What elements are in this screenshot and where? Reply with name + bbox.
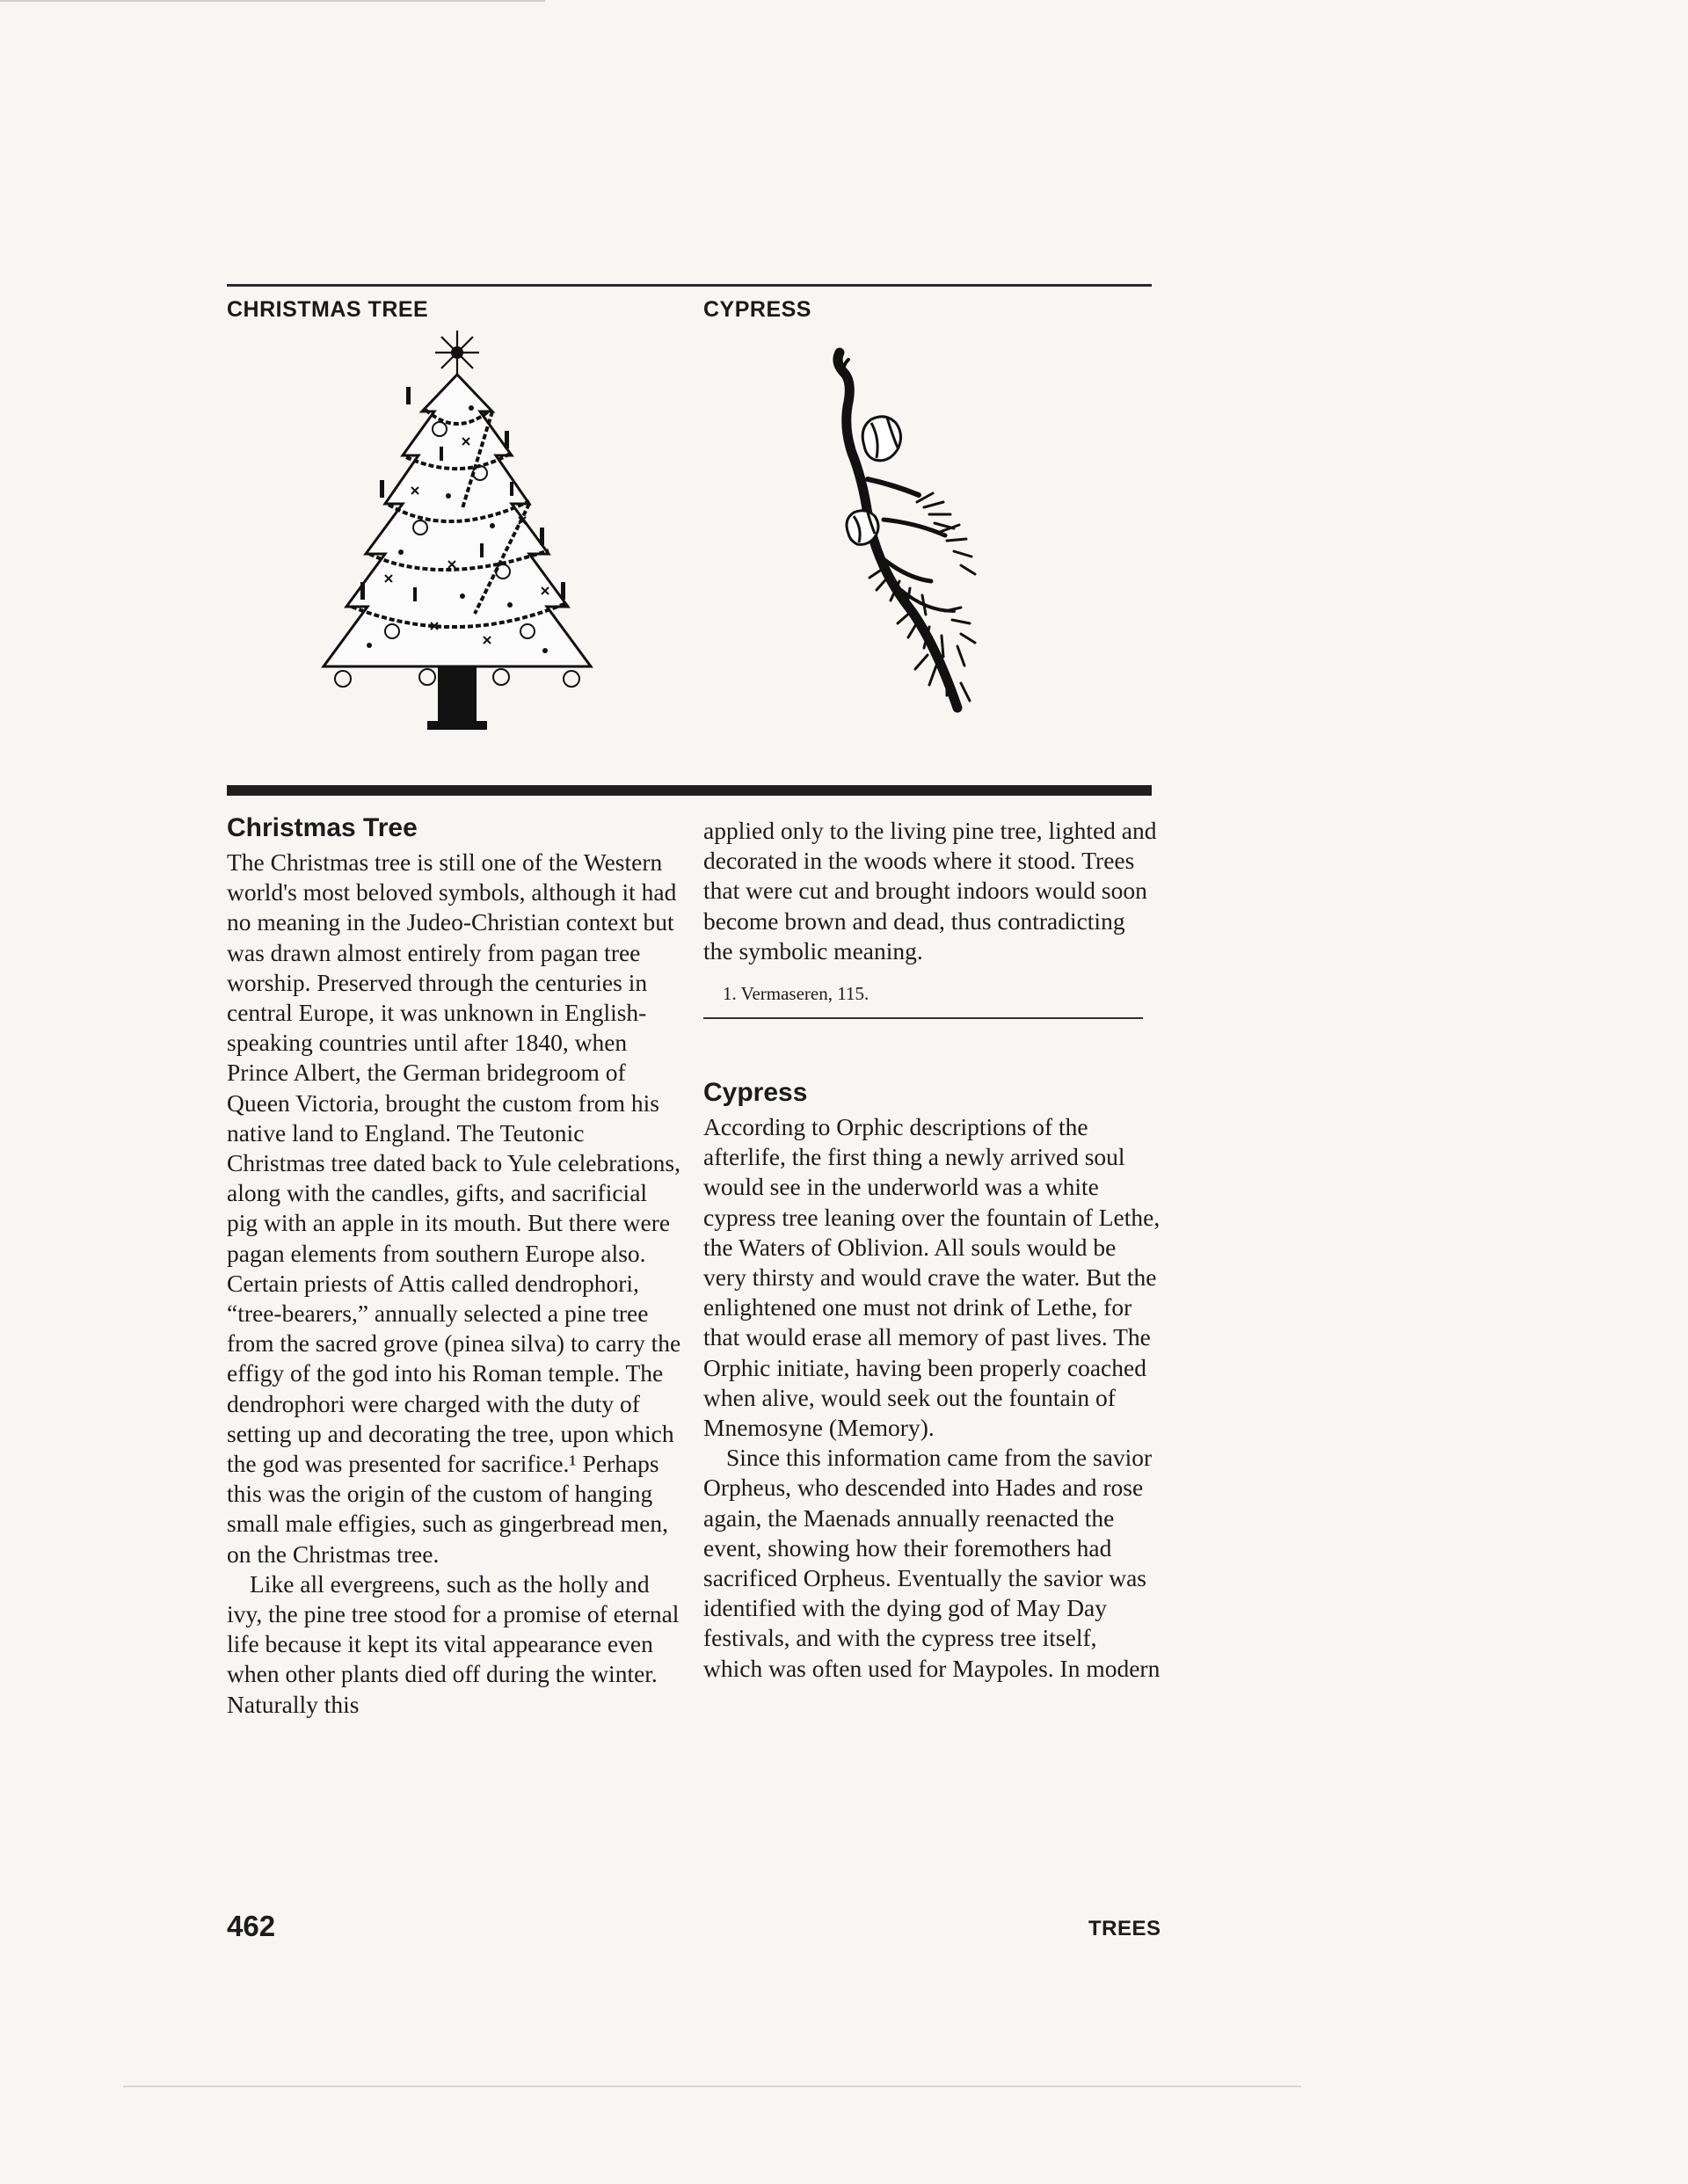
figure-label-cypress: CYPRESS [703,297,811,322]
scan-edge-bottom [123,2086,1301,2087]
christmas-tree-paragraph-3: applied only to the living pine tree, lighted and decorated in the woods where it stood. Trees that were cut and brought indoors would soon become brown and dead, thus contradicting the symbolic meaning. [703,817,1157,965]
figure-label-christmas-tree: CHRISTMAS TREE [227,297,429,322]
cypress-branch-illustration [813,347,1042,725]
header-rule [227,284,1152,287]
cypress-cone-icon [862,417,900,461]
article-title-cypress: Cypress [703,1078,808,1108]
christmas-tree-illustration [308,324,607,763]
article-title-christmas-tree: Christmas Tree [227,813,418,842]
left-column [227,811,684,1720]
scan-edge-top [0,0,545,2]
page-number: 462 [227,1910,276,1942]
star-icon [435,331,479,375]
cypress-paragraph-2: Since this information came from the savior Orpheus, who descended into Hades and rose again, the Maenads annually reenacted the event, showing how their foremothers had sacrificed Orpheus. Eventually the savior was identified with the dying god of May Day festivals, and with the cypress tree itself, which was often used for Maypoles. In modern [703,1444,1160,1682]
footnote: 1. Vermaseren, 115. [723,983,869,1005]
cypress-cone-icon [847,511,878,545]
christmas-tree-paragraph-1: The Christmas tree is still one of the Western world's most beloved symbols, although it had no meaning in the Judeo-Christian context but was drawn almost entirely from pagan tree worship. Preserved through the centuries in central Europe, it was unknown in English-speaking countries until after 1840, when Prince Albert, the German bridegroom of Queen Victoria, brought the custom from his native land to England. The Teutonic Christmas tree dated back to Yule celebrations, along with the candles, gifts, and sacrificial pig with an apple in its mouth. But there were pagan elements from southern Europe also. Certain priests of Attis called dendrophori, “tree-bearers,” annually selected a pine tree from the sacred grove (pinea silva) to carry the effigy of the god into his Roman temple. The dendrophori were charged with the duty of setting up and decorating the tree, upon which the god was presented for sacrifice.¹ Perhaps this was the origin of the custom of hanging small male effigies, such as gingerbread men, on the Christmas tree. [227,848,681,1568]
cypress-paragraph-1: According to Orphic descriptions of the afterlife, the first thing a newly arrived soul would see in the underworld was a white cypress tree leaning over the fountain of Lethe, the Waters of Oblivion. All souls would be very thirsty and would crave the water. But the enlightened one must not drink of Lethe, for that would erase all memory of past lives. The Orphic initiate, having been properly coached when alive, would seek out the fountain of Mnemosyne (Memory). [703,1113,1160,1442]
running-footer-section: TREES [1088,1917,1161,1940]
section-divider [227,785,1152,796]
christmas-tree-paragraph-2: Like all evergreens, such as the holly and ivy, the pine tree stood for a promise of eternal life because it kept its vital appearance even when other plants died off during the winter. Naturally this [227,1569,680,1718]
right-column [703,816,1160,1684]
tree-trunk [438,666,477,726]
